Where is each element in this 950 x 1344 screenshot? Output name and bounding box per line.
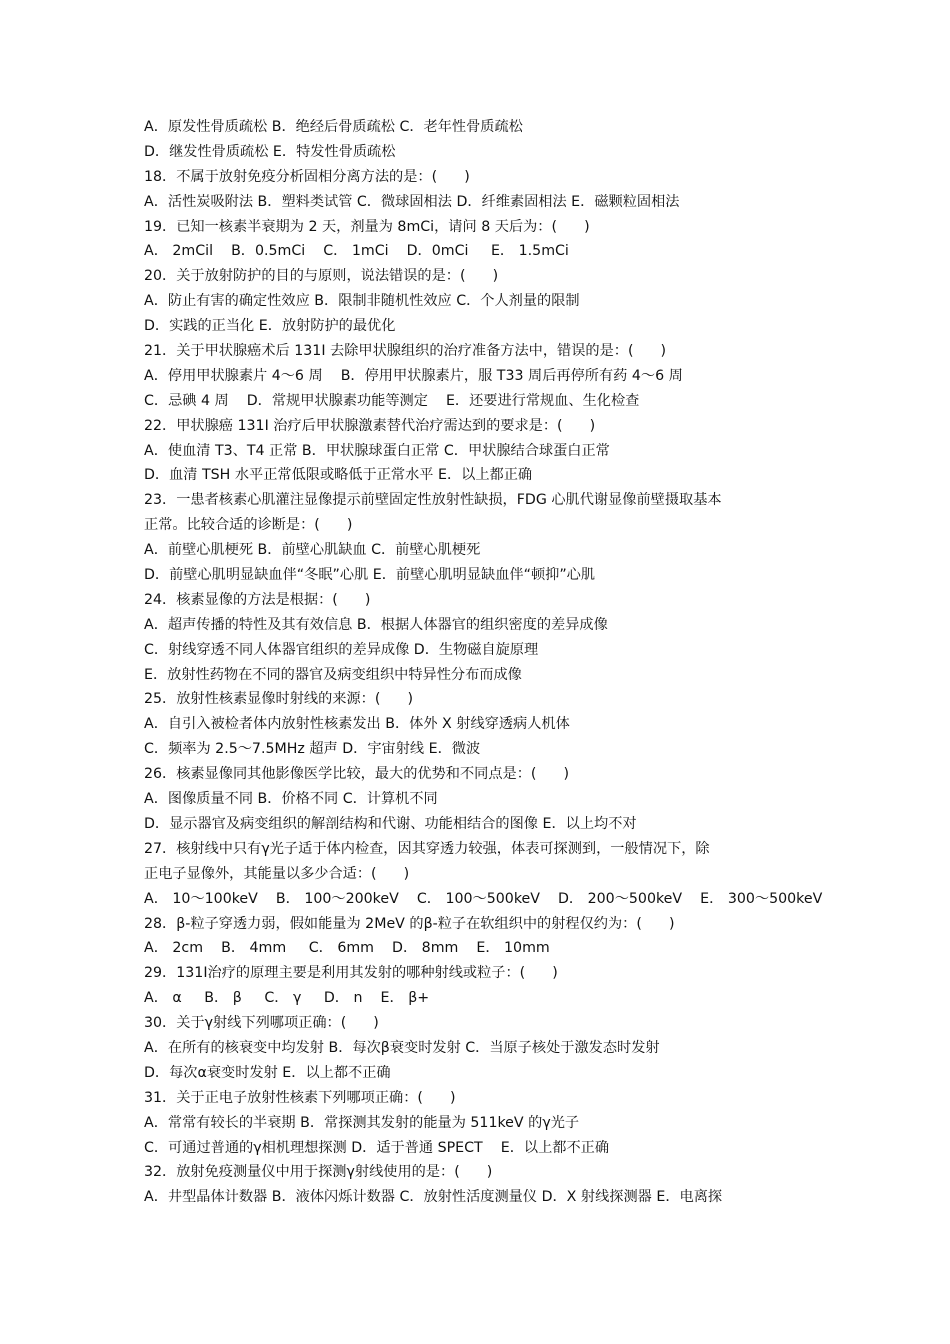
options-line: D．每次α衰变时发射 E．以上都不正确 bbox=[144, 1064, 391, 1081]
options-line: C．可通过普通的γ相机理想探测 D．适于普通 SPECT E．以上都不正确 bbox=[144, 1139, 610, 1156]
question-line: 24．核素显像的方法是根据：( ) bbox=[144, 591, 371, 608]
options-line: C．频率为 2.5～7.5MHz 超声 D．宇宙射线 E．微波 bbox=[144, 741, 481, 758]
question-line: 21．关于甲状腺癌术后 131I 去除甲状腺组织的治疗准备方法中，错误的是：( ) bbox=[144, 343, 667, 360]
question-line: 30．关于γ射线下列哪项正确：( ) bbox=[144, 1015, 379, 1032]
question-line: 25．放射性核素显像时射线的来源：( ) bbox=[144, 691, 413, 708]
document-page bbox=[144, 115, 824, 1210]
options-line: A． α B． β C． γ D． n E． β+ bbox=[144, 990, 430, 1007]
options-line: A．在所有的核衰变中均发射 B．每次β衰变时发射 C．当原子核处于激发态时发射 bbox=[144, 1039, 660, 1056]
question-line: 32．放射免疫测量仪中用于探测γ射线使用的是：( ) bbox=[144, 1164, 493, 1181]
text-line: D．继发性骨质疏松 E．特发性骨质疏松 bbox=[144, 143, 396, 160]
options-line: C．忌碘 4 周 D．常规甲状腺素功能等测定 E．还要进行常规血、生化检查 bbox=[144, 392, 640, 409]
question-line: 19．已知一核素半衰期为 2 天，剂量为 8mCi，请问 8 天后为：( ) bbox=[144, 218, 590, 235]
options-line: A．使血清 T3、T4 正常 B．甲状腺球蛋白正常 C．甲状腺结合球蛋白正常 bbox=[144, 442, 610, 459]
options-line: A．自引入被检者体内放射性核素发出 B．体外 X 射线穿透病人机体 bbox=[144, 716, 570, 733]
options-line: A．活性炭吸附法 B．塑料类试管 C．微球固相法 D．纤维素固相法 E．磁颗粒固相法 bbox=[144, 193, 680, 210]
question-line: 31．关于正电子放射性核素下列哪项正确：( ) bbox=[144, 1089, 456, 1106]
question-line: 正电子显像外，其能量以多少合适：( ) bbox=[144, 865, 410, 882]
options-line: D．显示器官及病变组织的解剖结构和代谢、功能相结合的图像 E．以上均不对 bbox=[144, 815, 637, 832]
options-line: A．井型晶体计数器 B．液体闪烁计数器 C．放射性活度测量仪 D．X 射线探测器 E．电离探 bbox=[144, 1189, 723, 1206]
options-line: A．超声传播的特性及其有效信息 B．根据人体器官的组织密度的差异成像 bbox=[144, 616, 608, 633]
options-line: C．射线穿透不同人体器官组织的差异成像 D．生物磁自旋原理 bbox=[144, 641, 539, 658]
options-line: A．防止有害的确定性效应 B．限制非随机性效应 C．个人剂量的限制 bbox=[144, 293, 580, 310]
text-line: A．原发性骨质疏松 B．绝经后骨质疏松 C．老年性骨质疏松 bbox=[144, 119, 523, 135]
options-line: D．血清 TSH 水平正常低限或略低于正常水平 E．以上都正确 bbox=[144, 467, 533, 484]
question-line: 29．131Ⅰ治疗的原理主要是利用其发射的哪种射线或粒子：( ) bbox=[144, 965, 558, 982]
options-line: D．实践的正当化 E．放射防护的最优化 bbox=[144, 318, 396, 335]
options-line: A．图像质量不同 B．价格不同 C．计算机不同 bbox=[144, 791, 438, 808]
options-line: A． 2mCil B．0.5mCi C． 1mCi D．0mCi E． 1.5mCi bbox=[144, 243, 569, 260]
question-line: 28．β-粒子穿透力弱，假如能量为 2MeV 的β-粒子在软组织中的射程仅约为：( ) bbox=[144, 915, 675, 932]
question-line: 26．核素显像同其他影像医学比较，最大的优势和不同点是：( ) bbox=[144, 766, 570, 783]
question-line: 27．核射线中只有γ光子适于体内检查，因其穿透力较强，体表可探测到，一般情况下，除 bbox=[144, 840, 710, 857]
options-line: A．常常有较长的半衰期 B．常探测其发射的能量为 511keV 的γ光子 bbox=[144, 1114, 580, 1131]
question-line: 23．一患者核素心肌灌注显像提示前壁固定性放射性缺损，FDG 心肌代谢显像前壁摄取基本 bbox=[144, 492, 722, 509]
question-line: 18．不属于放射免疫分析固相分离方法的是：( ) bbox=[144, 168, 470, 185]
question-line: 22．甲状腺癌 131I 治疗后甲状腺激素替代治疗需达到的要求是：( ) bbox=[144, 417, 596, 434]
options-line: E．放射性药物在不同的器官及病变组织中特异性分布而成像 bbox=[144, 666, 522, 683]
question-line: 正常。比较合适的诊断是：( ) bbox=[144, 517, 353, 534]
question-line: 20．关于放射防护的目的与原则，说法错误的是：( ) bbox=[144, 268, 499, 285]
options-line: A． 2cm B． 4mm C． 6mm D． 8mm E． 10mm bbox=[144, 940, 550, 957]
options-line: A．前壁心肌梗死 B．前壁心肌缺血 C．前壁心肌梗死 bbox=[144, 542, 481, 559]
options-line: A． 10～100keV B． 100～200keV C． 100～500keV D． 200～500keV E． 300～500keV bbox=[144, 890, 823, 907]
options-line: D．前壁心肌明显缺血伴“冬眠”心肌 E．前壁心肌明显缺血伴“顿抑”心肌 bbox=[144, 567, 596, 584]
options-line: A．停用甲状腺素片 4～6 周 B．停用甲状腺素片，服 T33 周后再停所有药 4～6 周 bbox=[144, 367, 683, 384]
